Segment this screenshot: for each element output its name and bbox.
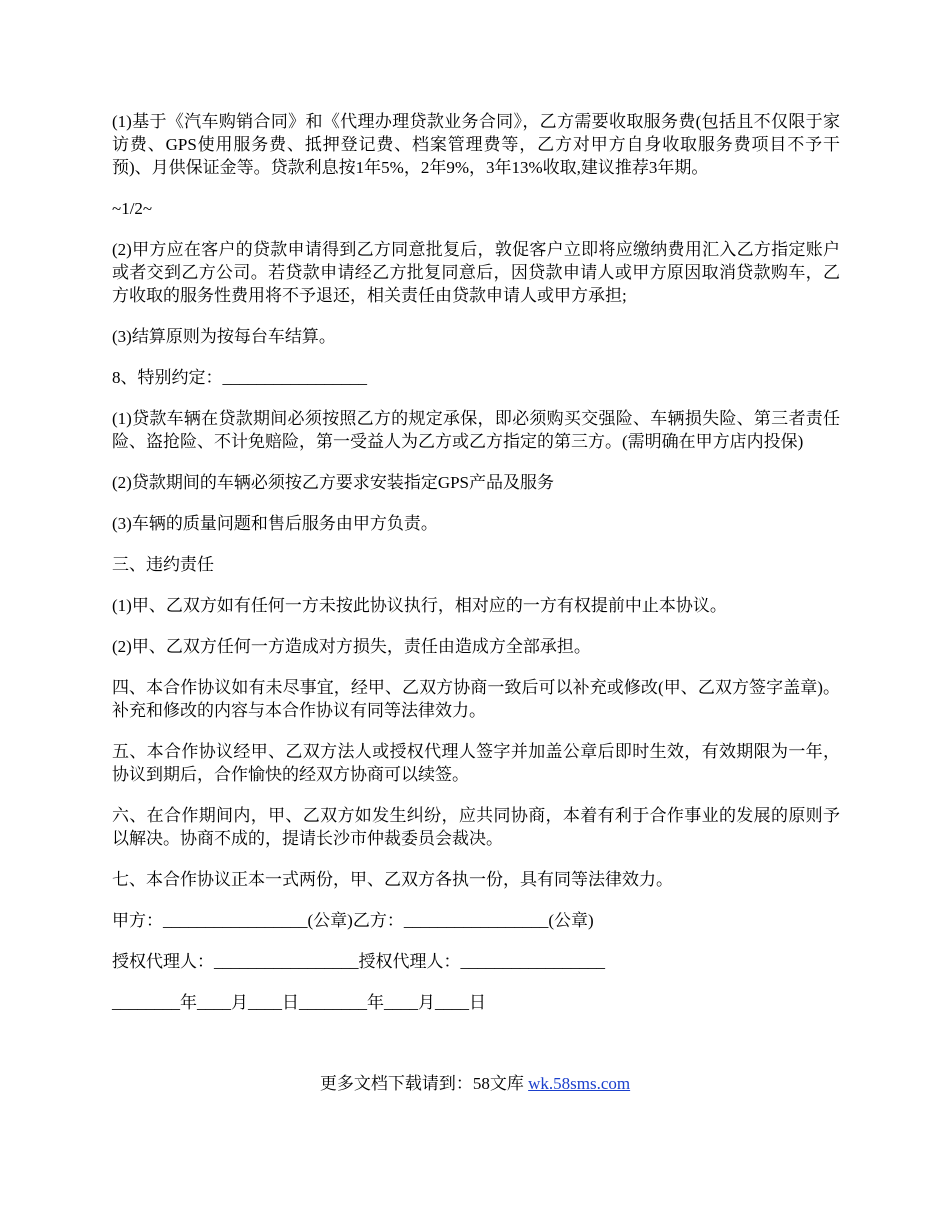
footer [0,1072,950,1095]
paragraph-approval: (2)甲方应在客户的贷款申请得到乙方同意批复后，敦促客户立即将应缴纳费用汇入乙方指定账户或者交到乙方公司。若贷款申请经乙方批复同意后，因贷款申请人或甲方原因取消贷款购车，乙方收取的服务性费用将不予退还，相关责任由贷款申请人或甲方承担; [112,240,840,305]
footer-text: 更多文档下载请到：58文库 [319,1074,529,1093]
footer-link[interactable]: wk.58sms.com [528,1074,631,1093]
paragraph-copies: 七、本合作协议正本一式两份，甲、乙双方各执一份，具有同等法律效力。 [112,870,673,889]
signature-agents: 授权代理人：_________________授权代理人：_________________ [112,952,605,971]
page-number: ~1/2~ [112,199,153,218]
heading-liability: 三、违约责任 [112,555,214,574]
paragraph-settlement: (3)结算原则为按每台车结算。 [112,327,336,346]
paragraph-effective: 五、本合作协议经甲、乙双方法人或授权代理人签字并加盖公章后即时生效，有效期限为一年，协议到期后，合作愉快的经双方协商可以续签。 [112,742,840,784]
heading-special-agreement: 8、特别约定：_________________ [112,368,367,387]
signature-parties: 甲方：_________________(公章)乙方：_________________(公章) [112,911,594,930]
paragraph-service-fee: (1)基于《汽车购销合同》和《代理办理贷款业务合同》，乙方需要收取服务费(包括且不仅限于家访费、GPS使用服务费、抵押登记费、档案管理费等，乙方对甲方自身收取服务费项目不予干预)、月供保证金等。贷款利息按1年5%，2年9%，3年13%收取,建议推荐3年期。 [112,112,840,177]
paragraph-loss: (2)甲、乙双方任何一方造成对方损失，责任由造成方全部承担。 [112,637,591,656]
paragraph-supplement: 四、本合作协议如有未尽事宜，经甲、乙双方协商一致后可以补充或修改(甲、乙双方签字盖章)。补充和修改的内容与本合作协议有同等法律效力。 [112,678,840,720]
paragraph-gps: (2)贷款期间的车辆必须按乙方要求安装指定GPS产品及服务 [112,473,555,492]
paragraph-dispute: 六、在合作期间内，甲、乙双方如发生纠纷，应共同协商，本着有利于合作事业的发展的原则予以解决。协商不成的，提请长沙市仲裁委员会裁决。 [112,806,840,848]
paragraph-termination: (1)甲、乙双方如有任何一方未按此协议执行，相对应的一方有权提前中止本协议。 [112,596,727,615]
paragraph-insurance: (1)贷款车辆在贷款期间必须按照乙方的规定承保，即必须购买交强险、车辆损失险、第三者责任险、盗抢险、不计免赔险，第一受益人为乙方或乙方指定的第三方。(需明确在甲方店内投保) [112,409,840,451]
document-body [112,110,840,1032]
signature-dates: ________年____月____日________年____月____日 [112,993,486,1012]
paragraph-quality: (3)车辆的质量问题和售后服务由甲方负责。 [112,514,438,533]
